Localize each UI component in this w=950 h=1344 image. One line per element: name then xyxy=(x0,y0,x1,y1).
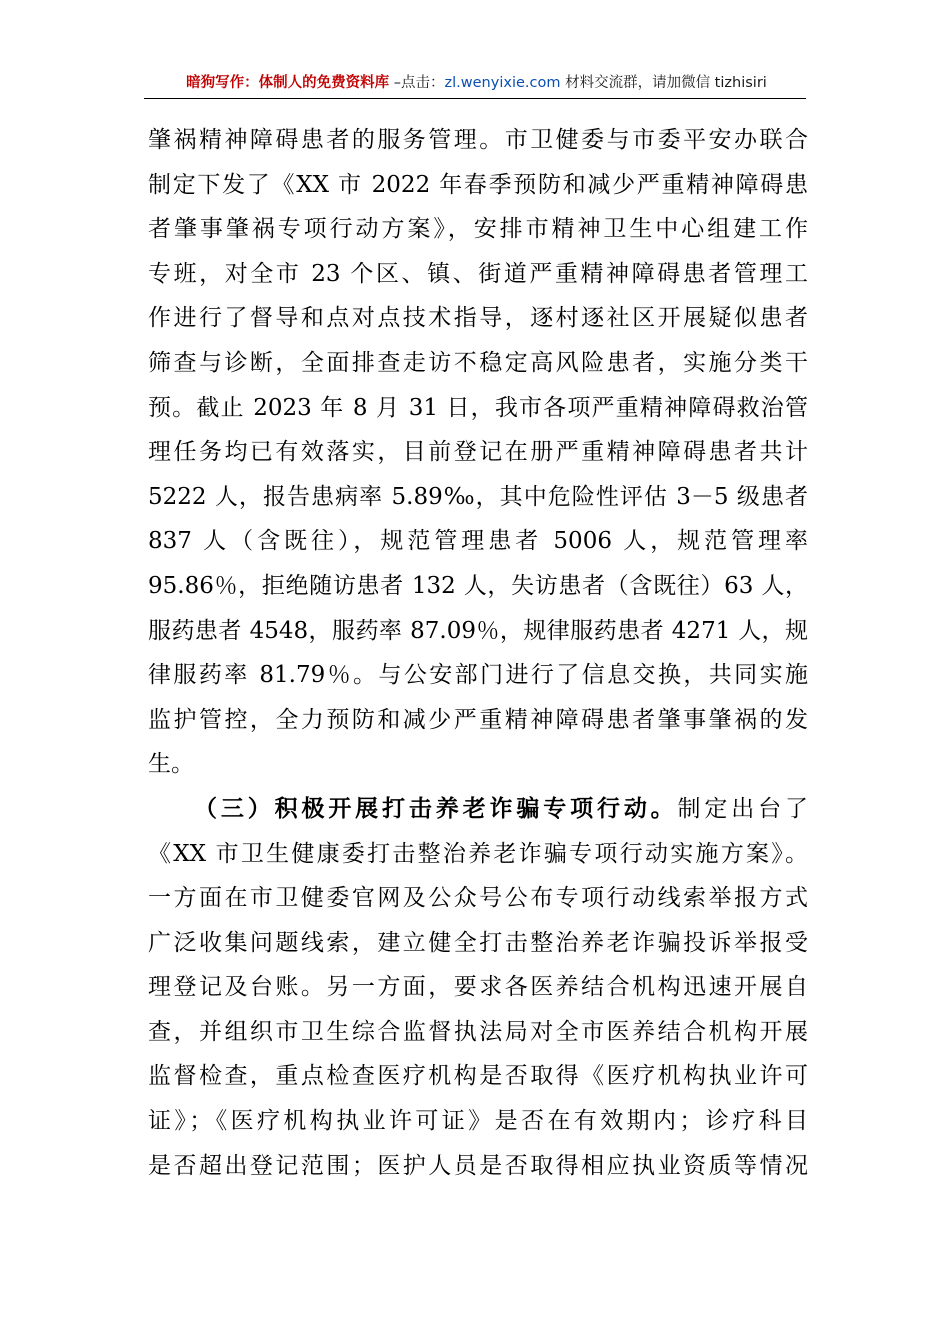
page-header xyxy=(148,70,805,96)
paragraph-mental-health xyxy=(148,118,808,787)
text-line: 专班，对全市 23 个区、镇、街道严重精神障碍患者管理工 xyxy=(148,260,808,287)
text-line: 监护管控，全力预防和减少严重精神障碍患者肇事肇祸的发 xyxy=(148,706,808,733)
text-line: 查，并组织市卫生综合监督执法局对全市医养结合机构开展 xyxy=(148,1018,808,1045)
text-line: 理登记及台账。另一方面，要求各医养结合机构迅速开展自 xyxy=(148,974,808,1001)
text-line: 肇祸精神障碍患者的服务管理。市卫健委与市委平安办联合 xyxy=(148,127,808,153)
text-line: 一方面在市卫健委官网及公众号公布专项行动线索举报方式 xyxy=(148,885,808,912)
text-line: 证》；《医疗机构执业许可证》是否在有效期内；诊疗科目 xyxy=(148,1108,808,1135)
text-line: 理任务均已有效落实，目前登记在册严重精神障碍患者共计 xyxy=(148,439,808,466)
text-line: 95.86％，拒绝随访患者 132 人，失访患者（含既往）63 人， xyxy=(148,572,808,599)
text-line: 预。截止 2023 年 8 月 31 日，我市各项严重精神障碍救治管 xyxy=(148,394,808,421)
text-line: 者肇事肇祸专项行动方案》，安排市精神卫生中心组建工作 xyxy=(148,216,808,243)
text-line: 生。 xyxy=(148,751,194,778)
text-line: 筛查与诊断，全面排查走访不稳定高风险患者，实施分类干 xyxy=(148,349,808,376)
text-line: 制定下发了《XX 市 2022 年春季预防和减少严重精神障碍患 xyxy=(148,171,808,198)
text-line: 837 人（含既往），规范管理患者 5006 人，规范管理率 xyxy=(148,528,808,555)
section-first-line xyxy=(148,787,808,832)
paragraph-elder-fraud xyxy=(148,787,808,1188)
text-line: 是否超出登记范围；医护人员是否取得相应执业资质等情况 xyxy=(148,1152,808,1179)
header-site-name: 暗狗写作：体制人的免费资料库 xyxy=(186,75,390,91)
text-line: 监督检查，重点检查医疗机构是否取得《医疗机构执业许可 xyxy=(148,1063,808,1090)
header-wechat-note: 材料交流群，请加微信 tizhisiri xyxy=(560,75,767,91)
text-line: 广泛收集问题线索，建立健全打击整治养老诈骗投诉举报受 xyxy=(148,929,808,956)
section-heading: （三）积极开展打击养老诈骗专项行动。 xyxy=(194,794,678,822)
header-divider xyxy=(144,98,806,99)
text-line: 5222 人，报告患病率 5.89‰，其中危险性评估 3－5 级患者 xyxy=(148,483,808,510)
text-line: 《XX 市卫生健康委打击整治养老诈骗专项行动实施方案》。 xyxy=(148,840,808,867)
header-link[interactable]: zl.wenyixie.com xyxy=(444,75,561,91)
header-click-label: –点击： xyxy=(389,75,445,91)
document-body xyxy=(148,118,808,1188)
text-line: 作进行了督导和点对点技术指导，逐村逐社区开展疑似患者 xyxy=(148,305,808,332)
section-first-line-rest: 制定出台了 xyxy=(677,795,809,822)
text-line: 服药患者 4548，服药率 87.09％，规律服药患者 4271 人，规 xyxy=(148,617,808,644)
text-line: 律服药率 81.79％。与公安部门进行了信息交换，共同实施 xyxy=(148,662,808,689)
